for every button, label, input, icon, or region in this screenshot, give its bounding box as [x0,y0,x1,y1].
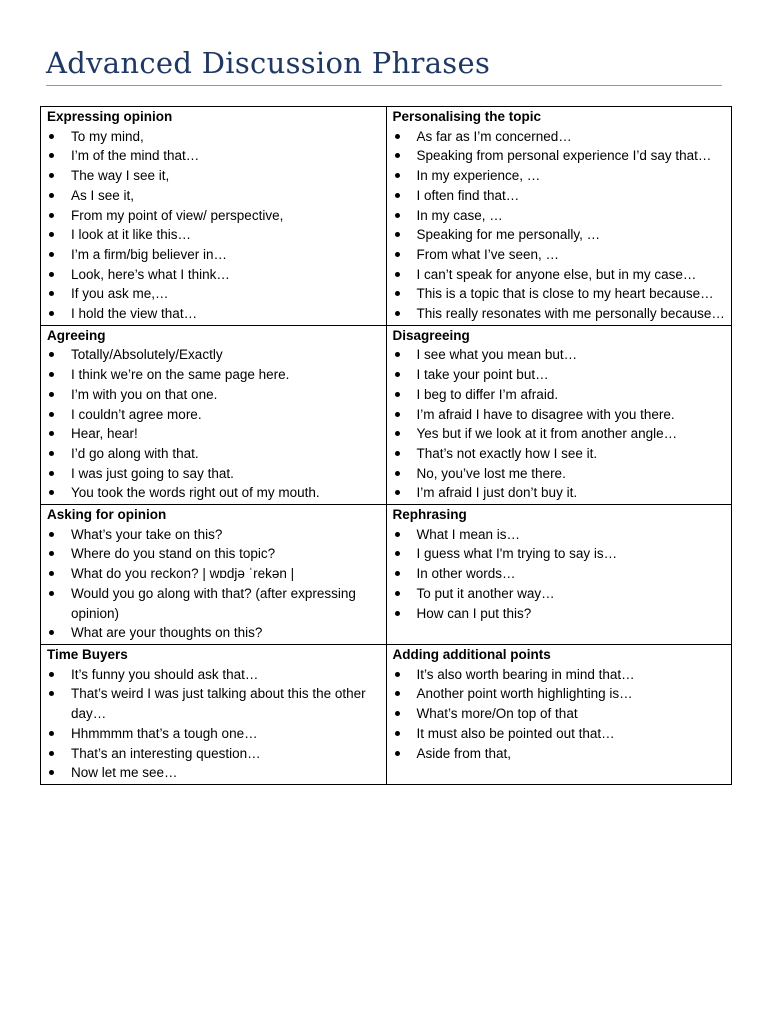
bullet-icon [395,490,400,495]
phrase-item [47,724,380,744]
bullet-icon [395,311,400,316]
phrase-item [47,665,380,685]
phrase-text: Yes but if we look at it from another angle… [416,426,678,442]
phrase-text: I take your point but… [416,367,549,383]
section-heading: Personalising the topic [392,109,542,124]
phrase-item [47,584,380,623]
bullet-icon [395,551,400,556]
phrase-text: Speaking from personal experience I’d say that… [416,148,712,164]
bullet-icon [49,551,54,556]
phrase-item [393,265,726,285]
phrase-cell-left [41,325,387,504]
phrase-item [393,464,726,484]
phrase-text: If you ask me,… [71,286,169,302]
title-divider [46,85,722,86]
phrase-text: I think we’re on the same page here. [71,367,290,383]
bullet-icon [395,291,400,296]
phrase-item [47,763,380,783]
bullet-icon [49,591,54,596]
bullet-icon [395,193,400,198]
phrase-cell-right [386,505,732,645]
bullet-icon [395,213,400,218]
phrase-item [47,166,380,186]
phrase-item [47,284,380,304]
bullet-icon [395,611,400,616]
phrase-text: In my case, … [416,207,503,223]
phrase-item [47,345,380,365]
phrase-text: As far as I’m concerned… [416,128,572,144]
phrase-item [393,166,726,186]
phrase-item [393,704,726,724]
bullet-icon [49,731,54,736]
phrase-text: To my mind, [71,128,144,144]
phrase-list [47,127,380,324]
phrase-item [47,684,380,723]
phrase-text: You took the words right out of my mouth. [71,485,320,501]
phrase-list [393,127,726,324]
bullet-icon [395,751,400,756]
phrase-text: I can’t speak for anyone else, but in my case… [416,266,697,282]
phrase-text: As I see it, [71,187,135,203]
phrase-text: From my point of view/ perspective, [71,207,284,223]
phrase-item [393,564,726,584]
phrase-item [393,744,726,764]
bullet-icon [49,153,54,158]
phrase-list [47,525,380,643]
bullet-icon [49,770,54,775]
phrase-item [393,405,726,425]
section-heading: Disagreeing [392,327,470,343]
phrase-text: What are your thoughts on this? [71,625,263,641]
phrase-text: I hold the view that… [71,306,198,322]
phrase-text: Another point worth highlighting is… [416,686,633,702]
phrase-item [393,385,726,405]
table-row [41,325,732,504]
phrase-item [47,186,380,206]
bullet-icon [49,213,54,218]
phrase-text: The way I see it, [71,168,170,184]
phrase-text: I beg to differ I’m afraid. [416,386,559,402]
bullet-icon [395,431,400,436]
phrase-cell-right [386,107,732,326]
phrase-text: I’m with you on that one. [71,386,218,402]
section-heading: Expressing opinion [47,109,173,124]
bullet-icon [395,591,400,596]
bullet-icon [395,412,400,417]
phrase-text: What’s more/On top of that [416,706,578,722]
phrase-item [47,146,380,166]
bullet-icon [49,392,54,397]
bullet-icon [49,672,54,677]
phrase-text: I’m a firm/big believer in… [71,246,228,262]
section-heading: Agreeing [47,327,106,343]
phrase-item [393,345,726,365]
bullet-icon [395,731,400,736]
bullet-icon [49,471,54,476]
phrase-text: Hhmmmm that’s a tough one… [71,725,258,741]
bullet-icon [49,630,54,635]
phrase-item [47,225,380,245]
phrase-list [393,525,726,624]
phrase-text: What I mean is… [416,526,521,542]
bullet-icon [395,272,400,277]
bullet-icon [49,751,54,756]
phrase-text: Where do you stand on this topic? [71,546,276,562]
phrase-list [393,665,726,764]
bullet-icon [395,532,400,537]
phrase-item [47,127,380,147]
phrase-item [47,564,380,584]
phrase-text: What’s your take on this? [71,526,223,542]
phrase-text: This is a topic that is close to my heart because… [416,286,714,302]
bullet-icon [49,691,54,696]
phrase-item [47,304,380,324]
phrase-item [393,584,726,604]
phrase-text: That’s weird I was just talking about this the other day… [71,686,366,722]
phrase-item [47,464,380,484]
bullet-icon [395,134,400,139]
phrase-text: I guess what I'm trying to say is… [416,546,618,562]
phrase-item [47,483,380,503]
phrase-text: I look at it like this… [71,227,192,243]
phrase-text: No, you’ve lost me there. [416,465,566,481]
bullet-icon [395,173,400,178]
bullet-icon [49,451,54,456]
phrase-cell-right [386,644,732,784]
phrase-item [393,245,726,265]
bullet-icon [395,451,400,456]
bullet-icon [395,372,400,377]
table-row [41,107,732,326]
phrase-item [393,284,726,304]
phrase-item [47,544,380,564]
phrase-item [393,665,726,685]
table-row [41,505,732,645]
bullet-icon [49,173,54,178]
phrase-text: Look, here’s what I think… [71,266,230,282]
phrase-text: That’s an interesting question… [71,745,261,761]
bullet-icon [395,672,400,677]
phrase-item [47,405,380,425]
phrase-text: This really resonates with me personally because… [416,306,725,322]
phrase-text: I couldn’t agree more. [71,406,202,422]
phrase-text: It’s funny you should ask that… [71,666,259,682]
phrase-item [393,186,726,206]
phrase-item [47,365,380,385]
bullet-icon [395,392,400,397]
bullet-icon [395,352,400,357]
bullet-icon [49,252,54,257]
bullet-icon [49,311,54,316]
phrase-text: Totally/Absolutely/Exactly [71,347,223,363]
bullet-icon [49,490,54,495]
phrase-text: How can I put this? [416,605,532,621]
page-title: Advanced Discussion Phrases [46,46,491,80]
phrase-item [47,525,380,545]
phrase-text: It’s also worth bearing in mind that… [416,666,635,682]
phrase-text: What do you reckon? | wɒdjə ˈrekən | [71,566,295,582]
phrase-item [393,304,726,324]
bullet-icon [49,412,54,417]
phrase-item [47,206,380,226]
phrase-cell-left [41,644,387,784]
phrases-table [40,106,732,785]
phrase-cell-left [41,107,387,326]
phrase-cell-left [41,505,387,645]
phrase-item [393,724,726,744]
phrase-item [47,744,380,764]
section-heading: Adding additional points [392,646,551,662]
phrase-item [47,623,380,643]
phrase-list [47,345,380,503]
bullet-icon [395,153,400,158]
phrase-item [393,544,726,564]
phrase-list [393,345,726,503]
phrase-item [47,424,380,444]
phrase-text: I’d go along with that. [71,445,199,461]
phrase-text: Aside from that, [416,745,512,761]
phrase-text: I often find that… [416,187,520,203]
phrase-text: Would you go along with that? (after expressing opinion) [71,585,356,621]
phrase-text: I’m of the mind that… [71,148,200,164]
phrase-item [47,245,380,265]
bullet-icon [395,691,400,696]
bullet-icon [49,372,54,377]
phrase-item [393,483,726,503]
bullet-icon [49,134,54,139]
bullet-icon [49,193,54,198]
phrase-item [393,225,726,245]
table-row [41,644,732,784]
phrase-item [393,604,726,624]
phrase-item [393,444,726,464]
phrase-item [393,424,726,444]
bullet-icon [49,431,54,436]
bullet-icon [49,532,54,537]
phrase-text: I’m afraid I have to disagree with you there. [416,406,675,422]
section-heading: Time Buyers [47,646,128,662]
bullet-icon [395,711,400,716]
bullet-icon [395,471,400,476]
phrase-item [393,146,726,166]
phrase-text: That’s not exactly how I see it. [416,445,598,461]
bullet-icon [395,571,400,576]
bullet-icon [49,232,54,237]
phrase-text: Hear, hear! [71,426,138,442]
phrase-item [393,127,726,147]
phrase-text: It must also be pointed out that… [416,725,615,741]
phrase-text: I’m afraid I just don’t buy it. [416,485,578,501]
phrase-item [47,265,380,285]
bullet-icon [395,232,400,237]
phrase-list [47,665,380,783]
phrase-item [47,385,380,405]
phrase-text: To put it another way… [416,585,555,601]
bullet-icon [49,291,54,296]
phrase-text: From what I’ve seen, … [416,246,560,262]
phrase-item [47,444,380,464]
phrase-item [393,365,726,385]
phrase-text: I was just going to say that. [71,465,234,481]
phrase-text: I see what you mean but… [416,347,578,363]
bullet-icon [49,571,54,576]
section-heading: Asking for opinion [47,507,167,523]
phrase-item [393,684,726,704]
phrase-item [393,525,726,545]
bullet-icon [49,272,54,277]
section-heading: Rephrasing [392,507,467,523]
phrase-text: In other words… [416,566,516,582]
phrase-item [393,206,726,226]
phrase-text: Now let me see… [71,765,178,781]
bullet-icon [395,252,400,257]
phrase-text: In my experience, … [416,168,541,184]
phrase-text: Speaking for me personally, … [416,227,601,243]
phrase-cell-right [386,325,732,504]
bullet-icon [49,352,54,357]
